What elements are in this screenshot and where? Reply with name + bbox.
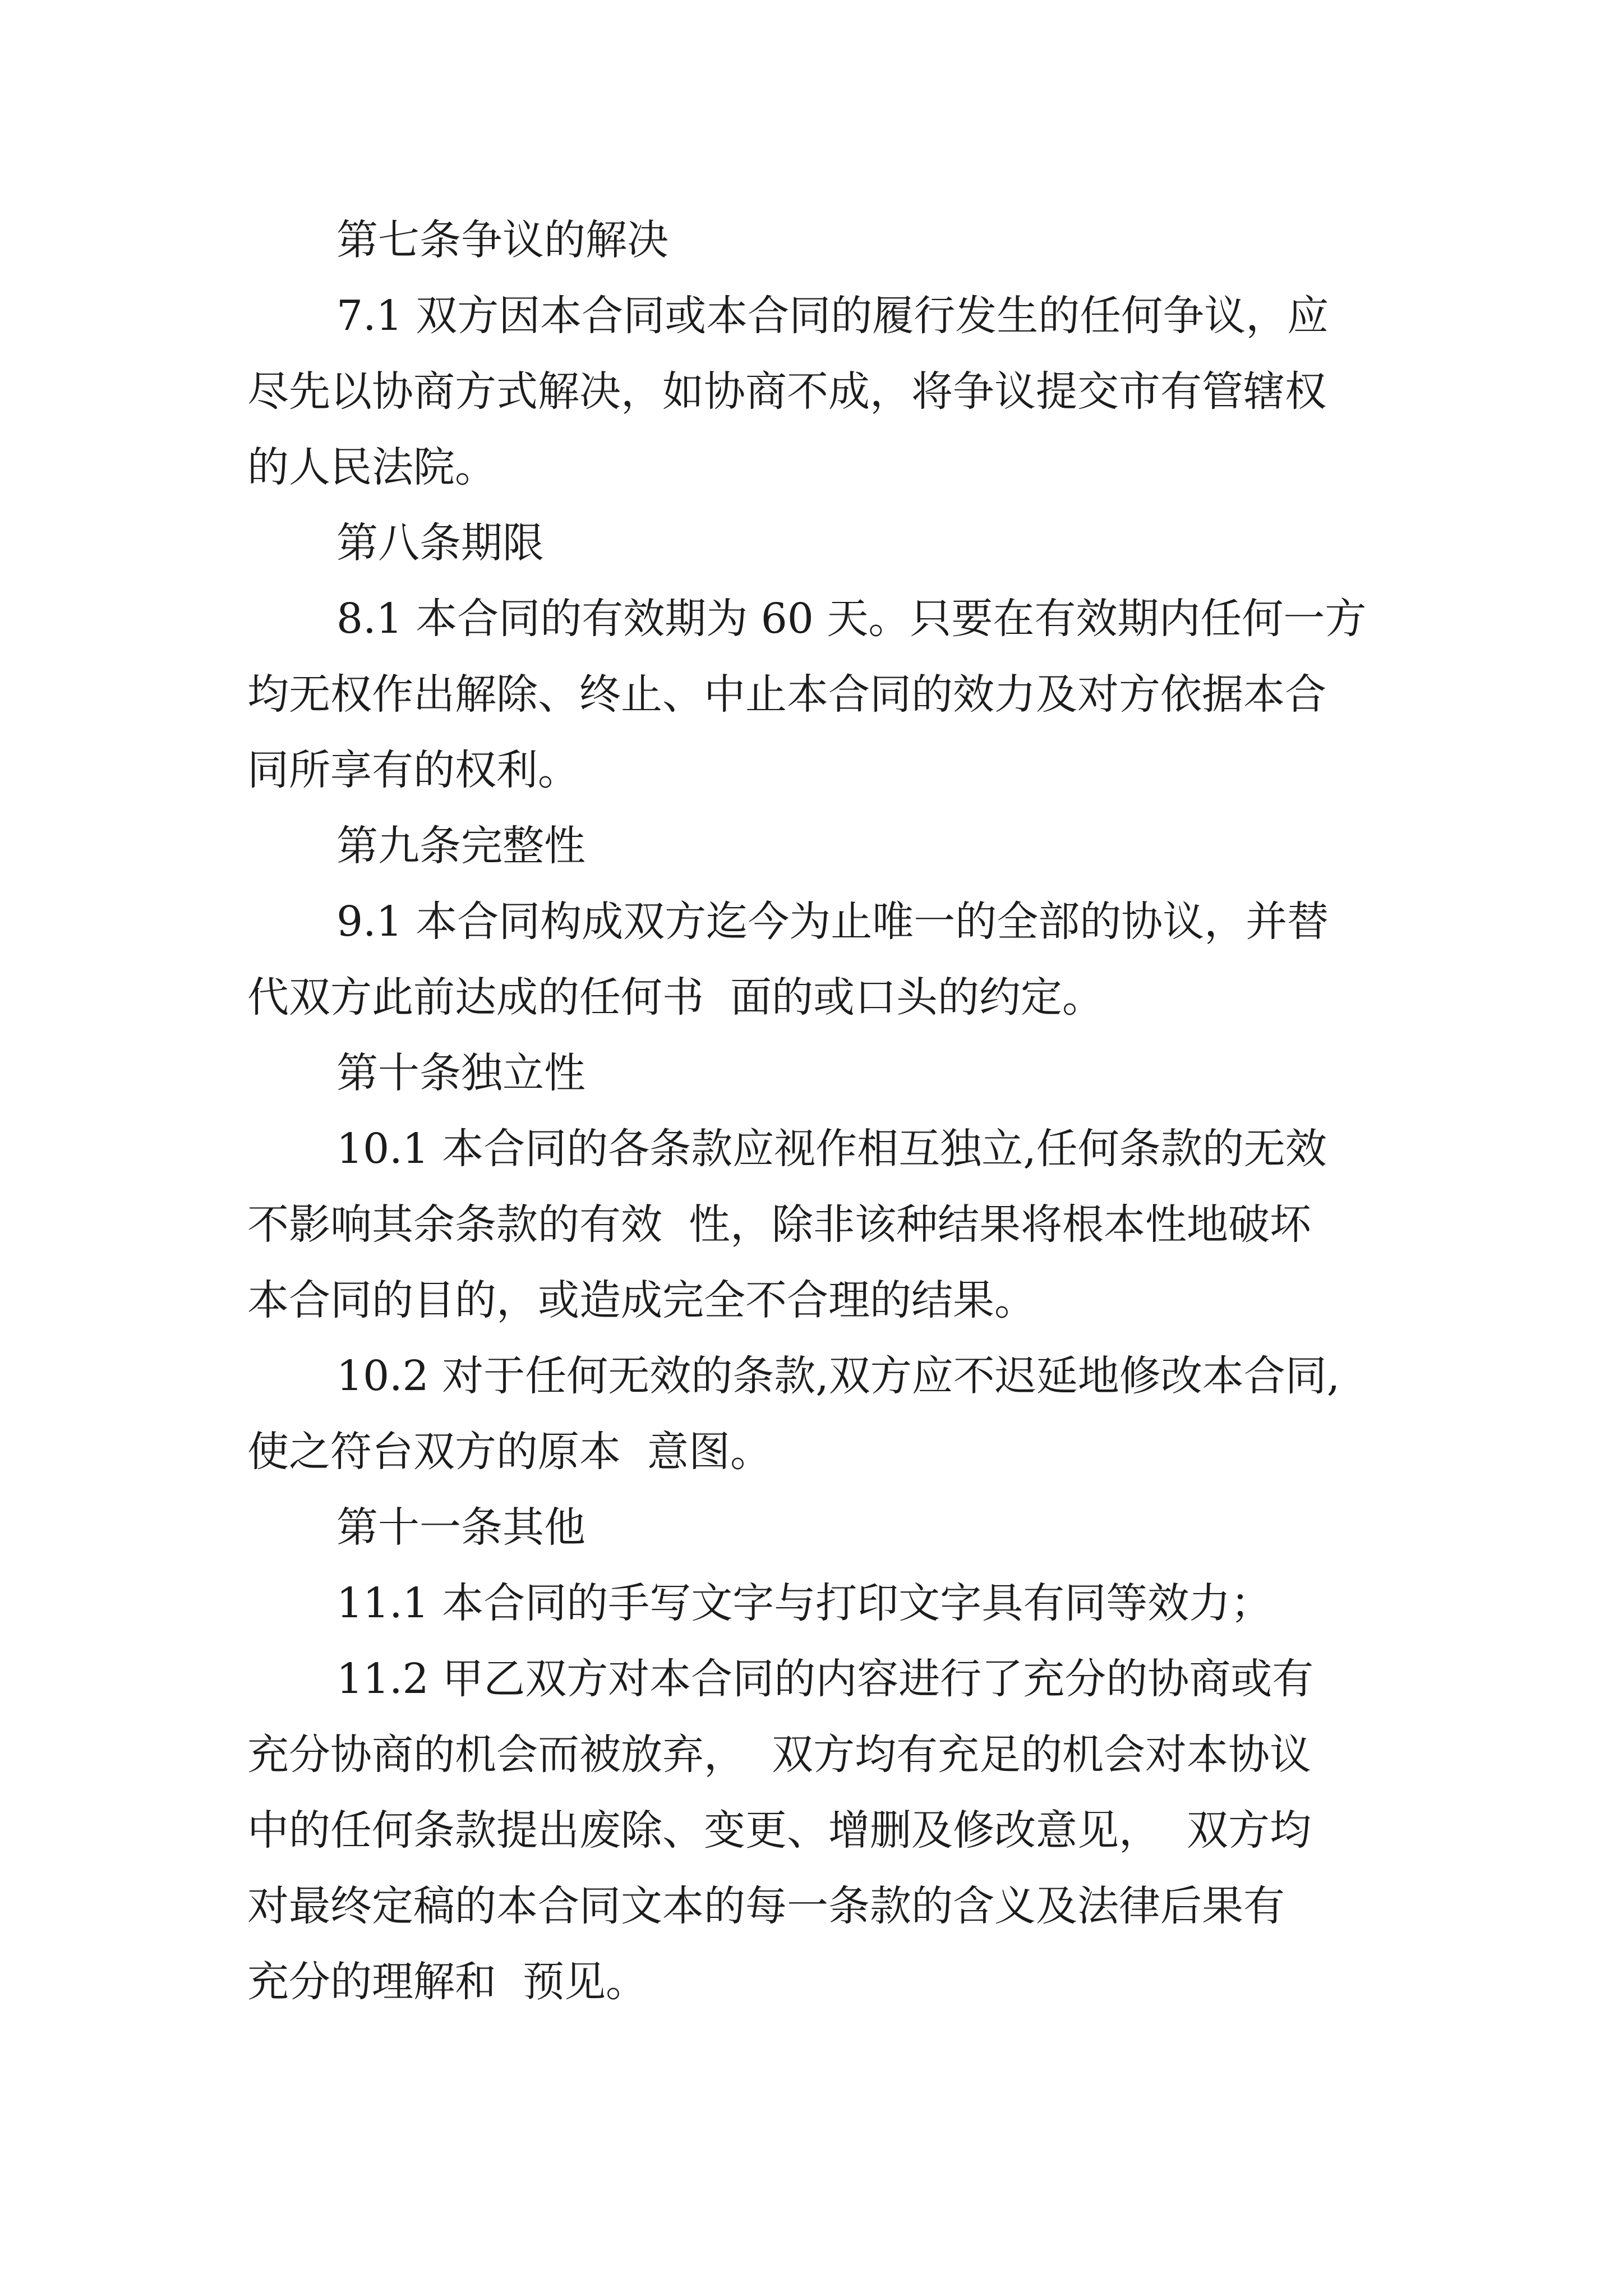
clause-11-1-line-1: 11.1 本合同的手写文字与打印文字具有同等效力； — [336, 1579, 1272, 1627]
clause-10-1-line-1: 10.1 本合同的各条款应视作相互独立,任何条款的无效 — [336, 1125, 1327, 1173]
article-8-heading: 第八条期限 — [336, 519, 544, 567]
clause-9-1-line-2: 代双方此前达成的任何书 面的或口头的约定。 — [247, 973, 1104, 1022]
clause-9-1-line-1: 9.1 本合同构成双方迄今为止唯一的全部的协议，并替 — [336, 898, 1329, 946]
clause-7-1-line-1: 7.1 双方因本合同或本合同的履行发生的任何争议，应 — [336, 292, 1329, 340]
clause-8-1-line-3: 同所享有的权利。 — [247, 746, 579, 794]
clause-8-1-line-1: 8.1 本合同的有效期为 60 天。只要在有效期内任何一方 — [336, 595, 1367, 643]
article-9-heading: 第九条完整性 — [336, 822, 585, 870]
clause-7-1-line-2: 尽先以协商方式解决，如协商不成，将争议提交市有管辖权 — [247, 367, 1326, 416]
article-10-heading: 第十条独立性 — [336, 1049, 585, 1097]
article-7-heading: 第七条争议的解决 — [336, 216, 668, 264]
clause-10-2-line-2: 使之符台双方的原本 意图。 — [247, 1428, 772, 1476]
clause-11-2-line-2: 充分协商的机会而被放弃， 双方均有充足的机会对本协议 — [247, 1731, 1312, 1779]
clause-11-2-line-5: 充分的理解和 预见。 — [247, 1958, 648, 2006]
clause-7-1-line-3: 的人民法院。 — [247, 443, 496, 491]
clause-11-2-line-4: 对最终定稿的本合同文本的每一条款的含义及法律后果有 — [247, 1882, 1285, 1930]
clause-10-1-line-2: 不影响其余条款的有效 性，除非该种结果将根本性地破坏 — [247, 1200, 1312, 1249]
clause-11-2-line-1: 11.2 甲乙双方对本合同的内容进行了充分的协商或有 — [336, 1655, 1314, 1703]
clause-11-2-line-3: 中的任何条款提出废除、变更、增删及修改意见， 双方均 — [247, 1806, 1312, 1855]
article-11-heading: 第十一条其他 — [336, 1503, 585, 1552]
clause-10-1-line-3: 本合同的目的，或造成完全不合理的结果。 — [247, 1276, 1036, 1324]
clause-8-1-line-2: 均无权作出解除、终止、中止本合同的效力及对方依据本合 — [247, 670, 1326, 719]
clause-10-2-line-1: 10.2 对于任何无效的条款,双方应不迟延地修改本合同, — [336, 1352, 1340, 1400]
